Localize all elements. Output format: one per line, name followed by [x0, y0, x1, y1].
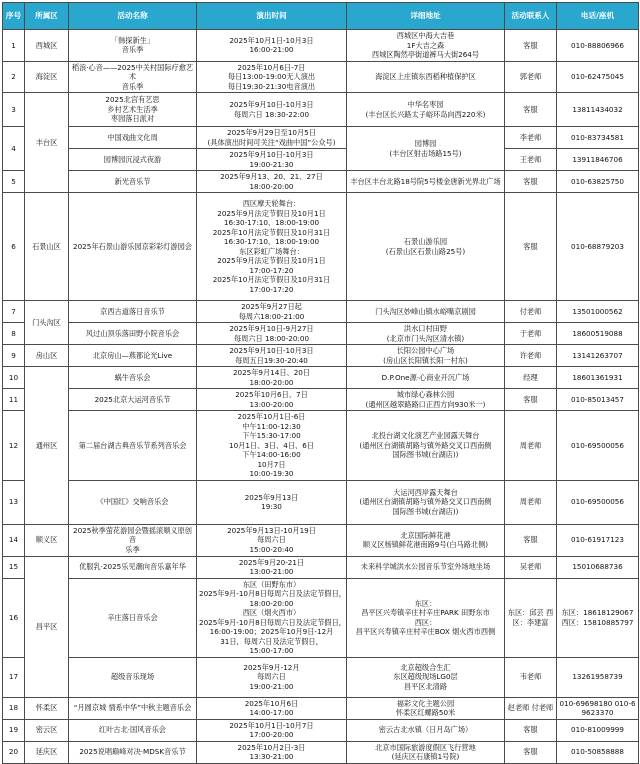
- header-address: 详细地址: [347, 3, 505, 30]
- event-name-cell-line: 乐季: [125, 544, 140, 554]
- time-cell-line: 2025年10月法定节假日及10月31日: [212, 275, 331, 284]
- phone-cell: 010-50858888: [557, 741, 639, 763]
- time-cell-line: 17:00-20:00: [249, 730, 294, 739]
- row-index: 4: [3, 127, 25, 171]
- phone-cell: 010-81009999: [557, 719, 639, 741]
- phone-cell: 010-62475045: [557, 61, 639, 93]
- time-cell-line: 每周五日19:30-20:40: [235, 355, 308, 365]
- event-name-cell-line: 「韩探新生」: [110, 35, 155, 45]
- table-row: [3, 61, 639, 93]
- contact-cell: 客服: [505, 389, 557, 411]
- event-name-cell-line: 2025说唱巅峰对决·MDSK音乐节: [79, 747, 186, 757]
- table-row: [3, 323, 639, 345]
- contact-cell: 客服: [505, 719, 557, 741]
- time-cell-line: 2025年9月14日、20日: [232, 368, 311, 377]
- time-cell-line: 2025年9月10日-9月27日: [229, 324, 314, 333]
- address-cell-line: 石景山游乐园: [403, 237, 448, 246]
- time-cell-line: 2025年9月法定节假日及10月1日: [217, 208, 326, 218]
- contact-cell: 周老师: [505, 480, 557, 524]
- time-cell-line: 2025年9月-10月8日每周六日及法定节假日，: [199, 617, 346, 627]
- event-name-cell-line: 音乐季: [121, 81, 144, 91]
- time-cell-line: 2025年10月1日-6日: [237, 412, 306, 421]
- header-index: 序号: [3, 3, 25, 30]
- contact-cell: 赵老师 付老师: [505, 697, 557, 719]
- district-cell: 通州区: [25, 367, 69, 525]
- time-cell-line: 2025年9月13、20、21、27日: [220, 172, 323, 181]
- header-phone: 电话/座机: [557, 3, 639, 30]
- time-cell-line: 18:00-20:00: [249, 181, 294, 191]
- phone-cell: 13141263707: [557, 345, 639, 367]
- phone-cell: 010-63825750: [557, 171, 639, 193]
- address-cell-line: 长阳公园中心广场: [396, 346, 455, 355]
- event-name-cell: [69, 149, 197, 171]
- row-index: 2: [3, 61, 25, 93]
- district-cell: 延庆区: [25, 741, 69, 763]
- event-name-cell-line: 2025北宫有艺思: [105, 95, 160, 105]
- time-cell: [197, 127, 347, 149]
- address-cell: [347, 697, 505, 719]
- address-cell: [347, 411, 505, 481]
- table-row: [3, 345, 639, 367]
- event-name-cell-line: 《中国红》交响音乐会: [96, 497, 169, 507]
- address-cell-line: 国际图书城(台湖店)): [392, 450, 459, 459]
- phone-cell: 010-69500056: [557, 480, 639, 524]
- event-name-cell-line: 稻浪·心音——2025中关村国际疗愈艺术: [71, 62, 194, 81]
- district-cell: 海淀区: [25, 61, 69, 93]
- row-index: 12: [3, 411, 25, 481]
- time-cell-line: 13:00-20:00: [249, 399, 294, 409]
- district-cell: 西城区: [25, 30, 69, 62]
- address-cell-line: 怀柔区红螺路50米: [395, 708, 456, 717]
- address-cell: [347, 578, 505, 657]
- event-name-cell: [69, 367, 197, 389]
- header-contact: 活动联系人: [505, 3, 557, 30]
- time-cell-line: 2025年9月13日: [244, 492, 299, 502]
- time-cell-line: 西区（烟火西市）: [242, 608, 301, 617]
- address-cell: [347, 93, 505, 127]
- phone-cell: 010-83734581: [557, 127, 639, 149]
- event-name-cell-line: 音乐季: [121, 45, 144, 55]
- address-cell-line: 中华名枣园: [407, 100, 444, 109]
- time-cell: [197, 301, 347, 323]
- address-cell-line: 海淀区上庄镇东西稻种植保护区: [375, 72, 476, 81]
- time-cell-line: 2025年9月10日-10月3日: [229, 100, 314, 109]
- phone-cell: 18600519088: [557, 323, 639, 345]
- row-index: 8: [3, 323, 25, 345]
- event-name-cell-line: 枣园落日派对: [110, 114, 155, 124]
- table-row: [3, 93, 639, 127]
- table-row: [3, 411, 639, 481]
- table-row: [3, 149, 639, 171]
- address-cell-line: (房山区长阳镇长阳一村东): [383, 355, 468, 365]
- time-cell-line: 2025年10月1日-10月7日: [229, 720, 314, 730]
- event-name-cell: [69, 389, 197, 411]
- time-cell-line: 15:00-17:00: [249, 646, 294, 655]
- time-cell-line: 2025年9月-12月: [243, 662, 300, 672]
- row-index: 20: [3, 741, 25, 763]
- time-cell: [197, 524, 347, 556]
- time-cell: [197, 480, 347, 524]
- event-name-cell: [69, 657, 197, 697]
- time-cell-line: 2025年9月27日起: [241, 302, 302, 311]
- address-cell-line: 门头沟区妙峰山镇水峪嘴京剧园: [375, 306, 476, 316]
- event-name-cell: [69, 480, 197, 524]
- contact-cell: 东区：邱芸 西区：李建富: [505, 578, 557, 657]
- address-cell: [347, 30, 505, 62]
- contact-cell: 王老师: [505, 149, 557, 171]
- address-cell: [347, 480, 505, 524]
- address-cell-line: (通州区越翠路路口正西方向930米一): [365, 399, 486, 409]
- table-row: [3, 578, 639, 657]
- time-cell-line: 下午15:30-17:00: [242, 431, 301, 440]
- contact-cell: 客服: [505, 171, 557, 193]
- time-cell-line: 每周六日 18:00-20:00: [233, 333, 310, 343]
- address-cell-line: D.P.One源·心商业开沉广场: [381, 372, 470, 382]
- address-cell-line: 昌平区北清路: [403, 681, 448, 691]
- address-cell-line: 昌平区兴寿镇辛庄村辛庄BOX 烟火西市西侧: [355, 627, 496, 636]
- time-cell-line: 每日19:30-21:30电音演出: [227, 81, 316, 91]
- row-index: 9: [3, 345, 25, 367]
- events-table: [2, 2, 639, 764]
- time-cell-line: 东区（田野东市）: [242, 579, 301, 589]
- time-cell-line: 13:30-21:00: [249, 752, 294, 761]
- address-cell-line: (丰台区射击场路15号): [389, 148, 462, 158]
- time-cell: [197, 193, 347, 301]
- time-cell-line: 2025年9月10日-10月3日: [229, 150, 314, 159]
- contact-cell: 李老师: [505, 127, 557, 149]
- event-name-cell: [69, 61, 197, 93]
- address-cell-line: (通州区台湖镇胡路与镇外路交叉口西南侧: [359, 497, 492, 507]
- table-row: [3, 657, 639, 697]
- time-cell-line: 2025年9月20-21日: [238, 557, 305, 567]
- contact-cell: 郭老师: [505, 61, 557, 93]
- district-cell: 密云区: [25, 719, 69, 741]
- time-cell: [197, 30, 347, 62]
- contact-cell: 经理: [505, 367, 557, 389]
- time-cell-line: 17:00-17:20: [249, 265, 294, 275]
- time-cell: [197, 93, 347, 127]
- time-cell-line: 2025年9月10日-10月3日: [229, 346, 314, 355]
- event-name-cell: [69, 411, 197, 481]
- header-district: 所属区: [25, 3, 69, 30]
- event-name-cell: [69, 301, 197, 323]
- address-cell: [347, 741, 505, 763]
- address-cell-line: 西城区中海大吉巷: [396, 31, 455, 40]
- table-row: [3, 30, 639, 62]
- time-cell-line: 每周六日: [257, 535, 286, 545]
- phone-cell: 13261958739: [557, 657, 639, 697]
- event-name-cell: [69, 741, 197, 763]
- event-name-cell-line: 京西古道落日音乐节: [100, 306, 165, 316]
- row-index: 17: [3, 657, 25, 697]
- time-cell-line: 2025年10月1日-10月3日: [229, 35, 314, 45]
- time-cell-line: 10:00-19:30: [249, 469, 294, 478]
- event-name-cell-line: 第二届台湖古典音乐节系列音乐会: [78, 440, 187, 450]
- time-cell: [197, 389, 347, 411]
- event-name-cell: [69, 93, 197, 127]
- address-cell: [347, 719, 505, 741]
- event-name-cell: [69, 556, 197, 578]
- time-cell-line: 西区摩天轮舞台：: [242, 199, 301, 208]
- row-index: 6: [3, 193, 25, 301]
- time-cell-line: 16:00-19:00；2025年10月9日-12月: [209, 627, 334, 636]
- district-cell: 顺义区: [25, 524, 69, 556]
- time-cell-line: 18:00-20:00: [249, 598, 294, 608]
- address-cell: [347, 127, 505, 171]
- event-name-cell: [69, 193, 197, 301]
- row-index: 10: [3, 367, 25, 389]
- address-cell-line: 北京超级合生汇: [400, 662, 451, 672]
- address-cell-line: 大运河西岸露天舞台: [393, 487, 458, 497]
- phone-cell: 010-61917123: [557, 524, 639, 556]
- row-index: 1: [3, 30, 25, 62]
- phone-cell: 010-85013457: [557, 389, 639, 411]
- event-name-cell-line: 超级音乐现场: [110, 672, 155, 682]
- time-cell-line: 14:00-17:00: [249, 708, 294, 717]
- time-cell-line: (具体演出时间可关注“戏曲中国”公众号): [207, 137, 336, 147]
- event-name-cell: [69, 323, 197, 345]
- address-cell: [347, 389, 505, 411]
- time-cell-line: 东区彩虹广场舞台：: [239, 246, 304, 256]
- time-cell-line: 2025年10月6日-7日: [237, 62, 306, 72]
- event-name-cell-line: 中国戏曲文化周: [107, 132, 158, 142]
- event-name-cell: [69, 719, 197, 741]
- address-cell: [347, 556, 505, 578]
- contact-cell: 韦老师: [505, 657, 557, 697]
- event-name-cell-line: “月圆京城 情系中华”中秋主题音乐会: [73, 703, 192, 713]
- address-cell-line: (石景山区石景山路25号): [385, 246, 466, 256]
- address-cell-line: 城市绿心森林公园: [396, 390, 455, 399]
- event-name-cell: [69, 30, 197, 62]
- contact-cell: 客服: [505, 741, 557, 763]
- time-cell-line: 2025年10月6日、7日: [235, 390, 308, 399]
- row-index: 7: [3, 301, 25, 323]
- address-cell: [347, 193, 505, 301]
- address-cell-line: 1F大吉之森: [406, 40, 445, 50]
- time-cell-line: 16:30-17:10、18:00-19:00: [223, 218, 320, 227]
- address-cell: [347, 171, 505, 193]
- address-cell-line: 顺义区杨镇鲜花港南路9号(白马路北侧): [362, 540, 489, 549]
- address-cell-line: 密云古北水镇（日月岛广场）: [378, 725, 473, 735]
- district-cell: 石景山区: [25, 193, 69, 301]
- time-cell: [197, 367, 347, 389]
- district-cell: 昌平区: [25, 556, 69, 697]
- time-cell-line: 每日13:00-19:00无人演出: [227, 72, 316, 81]
- address-cell-line: 福彩文化主题公园: [396, 698, 455, 708]
- address-cell-line: 北投台湖文化演艺产业园露天舞台: [371, 431, 480, 440]
- time-cell-line: 2025年9月29日至10月5日: [227, 128, 316, 137]
- time-cell-line: 31日，每周六日及法定节假日，: [220, 636, 323, 646]
- event-name-cell-line: 风过山顶乐落田野小院音乐会: [85, 328, 180, 338]
- phone-cell: 东区：18618129067 西区：15810885797: [557, 578, 639, 657]
- contact-cell: 许老师: [505, 345, 557, 367]
- contact-cell: 客服: [505, 524, 557, 556]
- row-index: 18: [3, 697, 25, 719]
- address-cell-line: 园博园: [414, 139, 437, 148]
- event-name-cell-line: 2025北京大运河音乐节: [94, 394, 171, 404]
- table-row: [3, 697, 639, 719]
- header-row: [3, 3, 639, 30]
- event-name-cell-line: 2025年石景山游乐园京彩彩灯游园会: [73, 241, 192, 251]
- time-cell-line: 19:00-21:00: [249, 681, 294, 691]
- row-index: 16: [3, 578, 25, 657]
- time-cell: [197, 556, 347, 578]
- time-cell-line: 2025年10月6日: [244, 698, 299, 708]
- table-row: [3, 524, 639, 556]
- event-name-cell-line: 园博园沉浸式夜游: [103, 154, 162, 164]
- district-cell: 怀柔区: [25, 697, 69, 719]
- row-index: 15: [3, 556, 25, 578]
- address-cell-line: (北京市门头沟区清水镇): [386, 333, 465, 343]
- time-cell: [197, 323, 347, 345]
- event-name-cell-line: 优服乳·2025乐见潮向音乐嘉年华: [79, 562, 186, 572]
- time-cell-line: 2025年9月法定节假日及10月1日: [217, 256, 326, 265]
- contact-cell: 客服: [505, 193, 557, 301]
- table-row: [3, 719, 639, 741]
- address-cell: [347, 367, 505, 389]
- time-cell-line: 10月7日: [257, 459, 286, 469]
- header-time: 演出时间: [197, 3, 347, 30]
- address-cell-line: (延庆区石康镇1号院): [391, 752, 460, 761]
- address-cell-line: 东区超级现场LG0层: [393, 672, 458, 682]
- address-cell: [347, 657, 505, 697]
- district-cell: 房山区: [25, 345, 69, 367]
- row-index: 19: [3, 719, 25, 741]
- address-cell-line: 丰台区丰台北路18号院5号楼金唐新光界北广场: [350, 176, 501, 186]
- phone-cell: 15010688736: [557, 556, 639, 578]
- contact-cell: 吴老师: [505, 556, 557, 578]
- time-cell-line: 2025年10月2日-3日: [237, 742, 306, 752]
- event-name-cell-line: 辛庄落日音乐会: [107, 612, 158, 622]
- time-cell-line: 每周六日 18:30-22:00: [233, 109, 310, 119]
- time-cell-line: 下午14:00-16:00: [242, 450, 301, 459]
- phone-cell: 010-69698180 010-69623370: [557, 697, 639, 719]
- address-cell-line: 昌平区兴寿镇辛庄村辛庄PARK 田野东市: [361, 608, 490, 617]
- table-row: [3, 367, 639, 389]
- event-name-cell-line: 新光音乐节: [114, 176, 151, 186]
- event-name-cell: [69, 524, 197, 556]
- event-name-cell-line: 北京房山—燕都论光Live: [92, 350, 173, 360]
- table-row: [3, 741, 639, 763]
- time-cell-line: 每周六18:00-21:00: [238, 311, 305, 321]
- time-cell-line: 每周六日: [257, 672, 286, 682]
- row-index: 3: [3, 93, 25, 127]
- time-cell-line: 16:30-17:10、18:00-19:00: [223, 237, 320, 246]
- table-row: [3, 171, 639, 193]
- address-cell: [347, 301, 505, 323]
- time-cell: [197, 578, 347, 657]
- time-cell-line: 18:00-20:00: [249, 377, 294, 387]
- time-cell: [197, 345, 347, 367]
- address-cell-line: 国际图书城(台湖店)): [392, 506, 459, 516]
- contact-cell: 客服: [505, 30, 557, 62]
- phone-cell: 010-68879203: [557, 193, 639, 301]
- time-cell-line: 2025年10月法定节假日及10月31日: [212, 227, 331, 237]
- time-cell-line: 16:00-21:00: [249, 45, 294, 55]
- address-cell-line: 西区：: [414, 617, 437, 627]
- row-index: 11: [3, 389, 25, 411]
- table-body: [3, 30, 639, 764]
- time-cell: [197, 697, 347, 719]
- row-index: 5: [3, 171, 25, 193]
- time-cell-line: 中午11:00-12:30: [242, 421, 301, 431]
- address-cell-line: 未来科学城洪水公园音乐节室外场地坐场: [360, 562, 491, 572]
- address-cell-line: 西城区陶然亭街道裤马大街264号: [371, 50, 480, 59]
- time-cell-line: 15:00-20:40: [249, 544, 294, 554]
- phone-cell: 13911846706: [557, 149, 639, 171]
- address-cell-line: (丰台区长兴路太子峪环岛向西220米): [365, 109, 486, 119]
- time-cell: [197, 149, 347, 171]
- address-cell-line: 东区：: [414, 598, 437, 608]
- event-name-cell-line: 红叶古北·国风音乐会: [99, 725, 166, 735]
- time-cell-line: 13:00-21:00: [249, 567, 294, 576]
- address-cell-line: 北京市国际旅游度假区飞行营地: [375, 742, 476, 752]
- time-cell-line: 2025年9月13日-10月19日: [227, 525, 316, 535]
- address-cell: [347, 345, 505, 367]
- time-cell: [197, 61, 347, 93]
- row-index: 14: [3, 524, 25, 556]
- phone-cell: 18601361931: [557, 367, 639, 389]
- event-name-cell: [69, 171, 197, 193]
- event-name-cell: [69, 345, 197, 367]
- time-cell: [197, 411, 347, 481]
- time-cell: [197, 657, 347, 697]
- contact-cell: 客服: [505, 93, 557, 127]
- table-row: [3, 480, 639, 524]
- address-cell: [347, 323, 505, 345]
- district-cell: 门头沟区: [25, 301, 69, 345]
- phone-cell: 13501000562: [557, 301, 639, 323]
- address-cell: [347, 61, 505, 93]
- address-cell-line: (通州区台湖镇胡路与镇外路交叉口西南侧: [359, 440, 492, 450]
- event-name-cell: [69, 127, 197, 149]
- table-row: [3, 556, 639, 578]
- time-cell-line: 10月1日、3日、4日、6日: [229, 440, 314, 450]
- contact-cell: 周老师: [505, 411, 557, 481]
- time-cell-line: 19:30: [261, 502, 282, 511]
- table-row: [3, 127, 639, 149]
- row-index: 13: [3, 480, 25, 524]
- event-name-cell-line: 蜗牛音乐会: [114, 372, 151, 382]
- event-name-cell-line: 2025秋季萤花游园会暨摇滚顺义原创音: [73, 525, 192, 545]
- event-name-cell-line: 乡村艺术生活季: [107, 104, 158, 114]
- phone-cell: 13811434032: [557, 93, 639, 127]
- event-name-cell: [69, 578, 197, 657]
- phone-cell: 010-69500056: [557, 411, 639, 481]
- event-name-cell: [69, 697, 197, 719]
- district-cell: 丰台区: [25, 93, 69, 193]
- time-cell: [197, 741, 347, 763]
- contact-cell: 于老师: [505, 323, 557, 345]
- time-cell: [197, 719, 347, 741]
- address-cell: [347, 524, 505, 556]
- header-event-name: 活动名称: [69, 3, 197, 30]
- address-cell-line: 北京国际鲜花港: [400, 530, 451, 540]
- phone-cell: 010-88806966: [557, 30, 639, 62]
- time-cell: [197, 171, 347, 193]
- table-row: [3, 193, 639, 301]
- time-cell-line: 17:00-17:20: [249, 284, 294, 294]
- table-row: [3, 301, 639, 323]
- contact-cell: 付老师: [505, 301, 557, 323]
- time-cell-line: 2025年9月-10月8日每周六日及法定节假日，: [199, 589, 346, 598]
- table-row: [3, 389, 639, 411]
- address-cell-line: 洪水口村田野: [403, 324, 448, 333]
- time-cell-line: 19:00-21:30: [249, 159, 294, 169]
